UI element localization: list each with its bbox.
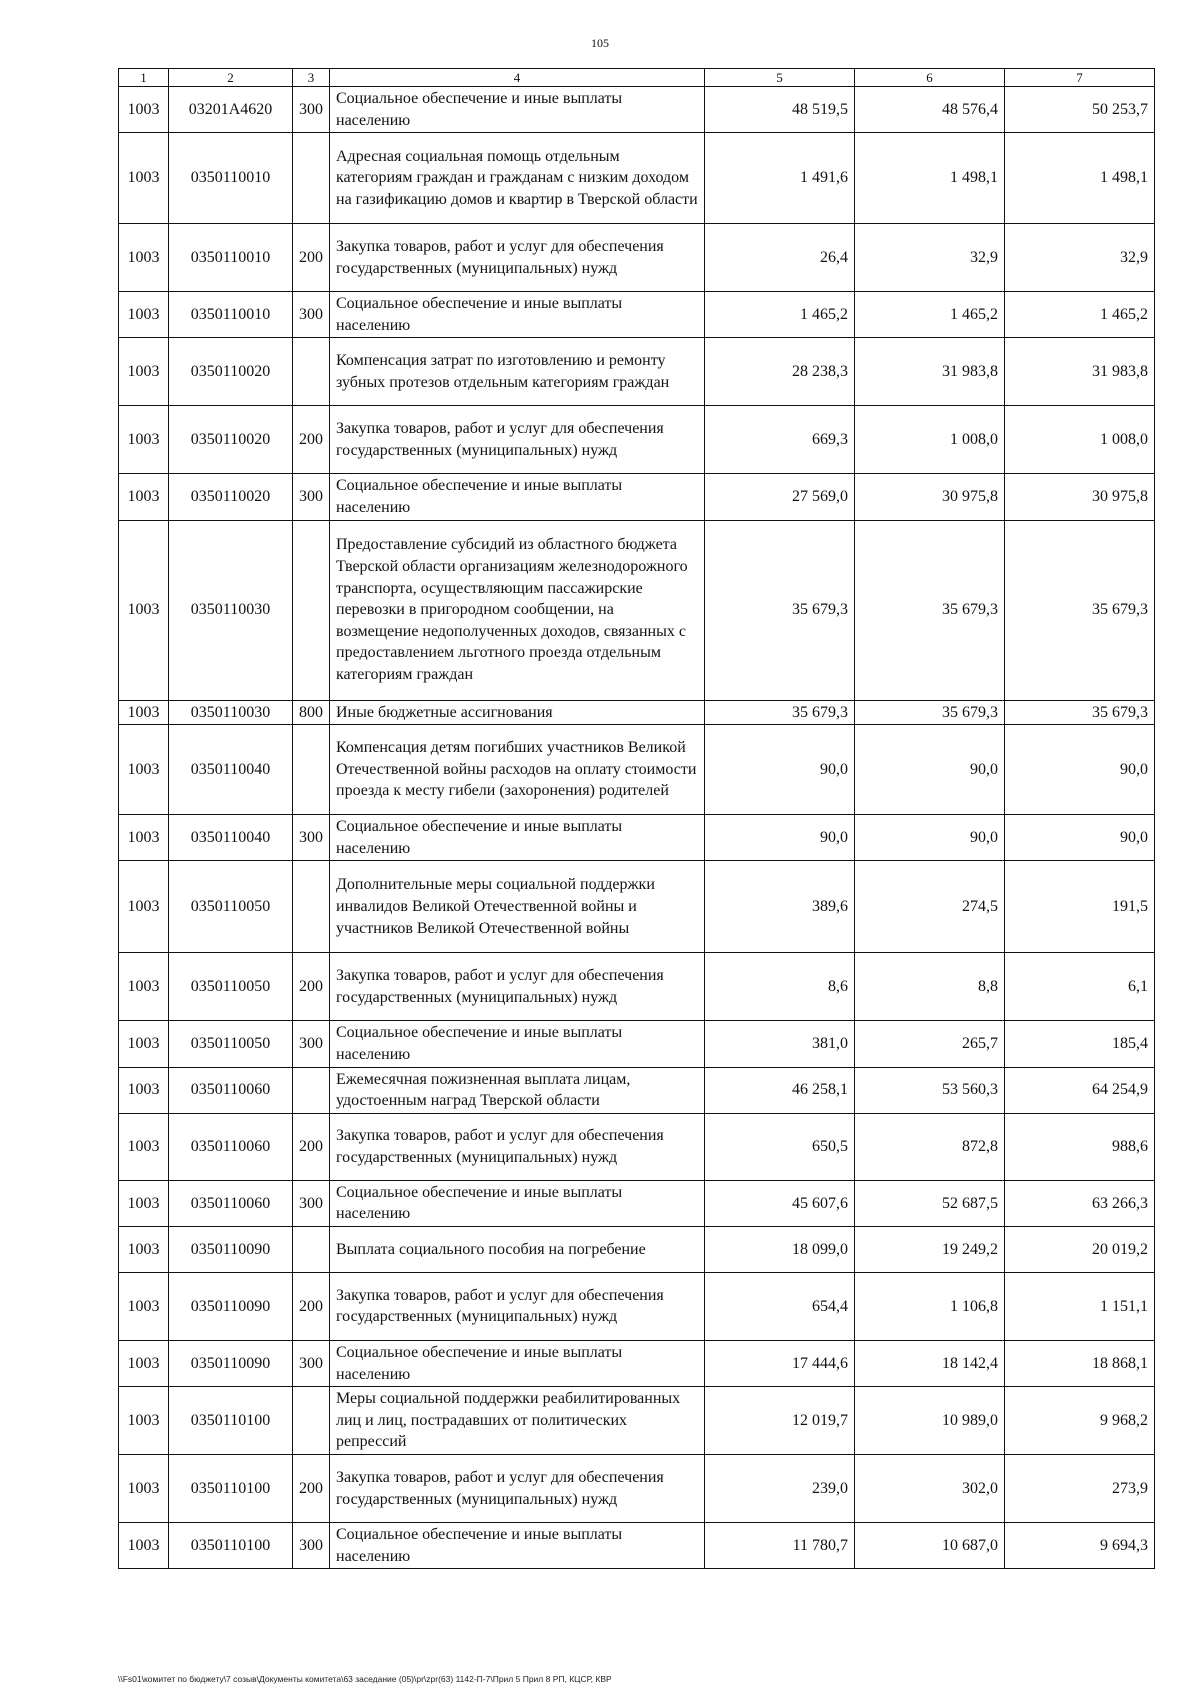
- section-code-cell: 1003: [119, 861, 169, 953]
- amount-col5-cell: 27 569,0: [705, 474, 855, 520]
- amount-col7-cell: 1 498,1: [1005, 133, 1155, 224]
- expense-type-cell: 200: [293, 406, 330, 474]
- expense-type-cell: [293, 1226, 330, 1272]
- footer-file-path: \\Fs01\комитет по бюджету\7 созыв\Документы комитета\63 заседание (05)\pr\zpr(63) 1142-П-7\Прил 5 Прил 8 РП, КЦСР, КВР: [118, 1674, 612, 1684]
- header-col-4: 4: [330, 69, 705, 87]
- amount-col5-cell: 389,6: [705, 861, 855, 953]
- amount-col7-cell: 18 868,1: [1005, 1340, 1155, 1386]
- table-body: [119, 87, 1155, 1569]
- table-row: [119, 224, 1155, 292]
- amount-col7-cell: 63 266,3: [1005, 1180, 1155, 1226]
- table-row: [119, 406, 1155, 474]
- amount-col7-cell: 273,9: [1005, 1455, 1155, 1523]
- target-article-cell: 0350110060: [169, 1180, 293, 1226]
- amount-col6-cell: 10 687,0: [855, 1523, 1005, 1569]
- target-article-cell: 0350110050: [169, 861, 293, 953]
- expense-type-cell: 200: [293, 1113, 330, 1180]
- amount-col7-cell: 1 465,2: [1005, 292, 1155, 338]
- amount-col5-cell: 17 444,6: [705, 1340, 855, 1386]
- target-article-cell: 0350110090: [169, 1272, 293, 1340]
- amount-col5-cell: 381,0: [705, 1021, 855, 1067]
- item-name-cell: Иные бюджетные ассигнования: [330, 700, 705, 725]
- expense-type-cell: 200: [293, 1455, 330, 1523]
- table-row: [119, 700, 1155, 725]
- amount-col7-cell: 35 679,3: [1005, 700, 1155, 725]
- amount-col6-cell: 1 008,0: [855, 406, 1005, 474]
- item-name-cell: Социальное обеспечение и иные выплаты населению: [330, 1340, 705, 1386]
- amount-col5-cell: 28 238,3: [705, 338, 855, 406]
- amount-col5-cell: 239,0: [705, 1455, 855, 1523]
- table-row: [119, 1272, 1155, 1340]
- amount-col7-cell: 20 019,2: [1005, 1226, 1155, 1272]
- page-number: 105: [591, 36, 609, 50]
- amount-col5-cell: 90,0: [705, 725, 855, 815]
- section-code-cell: 1003: [119, 133, 169, 224]
- amount-col6-cell: 35 679,3: [855, 700, 1005, 725]
- header-col-6: 6: [855, 69, 1005, 87]
- item-name-cell: Закупка товаров, работ и услуг для обеспечения государственных (муниципальных) нужд: [330, 224, 705, 292]
- target-article-cell: 0350110020: [169, 338, 293, 406]
- amount-col6-cell: 1 106,8: [855, 1272, 1005, 1340]
- section-code-cell: 1003: [119, 953, 169, 1021]
- item-name-cell: Социальное обеспечение и иные выплаты населению: [330, 292, 705, 338]
- amount-col6-cell: 8,8: [855, 953, 1005, 1021]
- target-article-cell: 0350110100: [169, 1387, 293, 1455]
- header-row: [119, 69, 1155, 87]
- amount-col7-cell: 90,0: [1005, 725, 1155, 815]
- amount-col5-cell: 45 607,6: [705, 1180, 855, 1226]
- target-article-cell: 0350110050: [169, 953, 293, 1021]
- amount-col6-cell: 265,7: [855, 1021, 1005, 1067]
- table-row: [119, 953, 1155, 1021]
- target-article-cell: 0350110090: [169, 1226, 293, 1272]
- section-code-cell: 1003: [119, 224, 169, 292]
- target-article-cell: 03201A4620: [169, 87, 293, 133]
- section-code-cell: 1003: [119, 1387, 169, 1455]
- expense-type-cell: 300: [293, 1523, 330, 1569]
- amount-col7-cell: 35 679,3: [1005, 520, 1155, 700]
- amount-col7-cell: 1 151,1: [1005, 1272, 1155, 1340]
- amount-col5-cell: 654,4: [705, 1272, 855, 1340]
- expense-type-cell: [293, 1067, 330, 1113]
- target-article-cell: 0350110100: [169, 1523, 293, 1569]
- expense-type-cell: [293, 133, 330, 224]
- expense-type-cell: 200: [293, 224, 330, 292]
- table-row: [119, 133, 1155, 224]
- item-name-cell: Закупка товаров, работ и услуг для обеспечения государственных (муниципальных) нужд: [330, 953, 705, 1021]
- amount-col6-cell: 19 249,2: [855, 1226, 1005, 1272]
- section-code-cell: 1003: [119, 1067, 169, 1113]
- item-name-cell: Ежемесячная пожизненная выплата лицам, удостоенным наград Тверской области: [330, 1067, 705, 1113]
- item-name-cell: Социальное обеспечение и иные выплаты населению: [330, 1523, 705, 1569]
- section-code-cell: 1003: [119, 1113, 169, 1180]
- target-article-cell: 0350110020: [169, 474, 293, 520]
- expense-type-cell: 300: [293, 87, 330, 133]
- amount-col5-cell: 35 679,3: [705, 700, 855, 725]
- section-code-cell: 1003: [119, 1180, 169, 1226]
- amount-col7-cell: 988,6: [1005, 1113, 1155, 1180]
- amount-col5-cell: 48 519,5: [705, 87, 855, 133]
- item-name-cell: Выплата социального пособия на погребение: [330, 1226, 705, 1272]
- amount-col6-cell: 30 975,8: [855, 474, 1005, 520]
- section-code-cell: 1003: [119, 474, 169, 520]
- table-row: [119, 1021, 1155, 1067]
- target-article-cell: 0350110050: [169, 1021, 293, 1067]
- expense-type-cell: [293, 520, 330, 700]
- amount-col6-cell: 872,8: [855, 1113, 1005, 1180]
- expense-type-cell: 200: [293, 1272, 330, 1340]
- expense-type-cell: 300: [293, 815, 330, 861]
- amount-col6-cell: 52 687,5: [855, 1180, 1005, 1226]
- section-code-cell: 1003: [119, 1340, 169, 1386]
- amount-col7-cell: 31 983,8: [1005, 338, 1155, 406]
- amount-col7-cell: 32,9: [1005, 224, 1155, 292]
- amount-col6-cell: 90,0: [855, 815, 1005, 861]
- amount-col5-cell: 669,3: [705, 406, 855, 474]
- item-name-cell: Закупка товаров, работ и услуг для обеспечения государственных (муниципальных) нужд: [330, 1113, 705, 1180]
- header-col-1: 1: [119, 69, 169, 87]
- amount-col5-cell: 8,6: [705, 953, 855, 1021]
- amount-col7-cell: 191,5: [1005, 861, 1155, 953]
- item-name-cell: Социальное обеспечение и иные выплаты населению: [330, 1180, 705, 1226]
- amount-col6-cell: 18 142,4: [855, 1340, 1005, 1386]
- table-row: [119, 1067, 1155, 1113]
- item-name-cell: Компенсация детям погибших участников Великой Отечественной войны расходов на оплату стоимости проезда к месту гибели (захоронения) родителей: [330, 725, 705, 815]
- expense-type-cell: [293, 338, 330, 406]
- table-row: [119, 1455, 1155, 1523]
- target-article-cell: 0350110010: [169, 133, 293, 224]
- amount-col7-cell: 185,4: [1005, 1021, 1155, 1067]
- item-name-cell: Социальное обеспечение и иные выплаты населению: [330, 474, 705, 520]
- amount-col6-cell: 53 560,3: [855, 1067, 1005, 1113]
- item-name-cell: Закупка товаров, работ и услуг для обеспечения государственных (муниципальных) нужд: [330, 1455, 705, 1523]
- expense-type-cell: 300: [293, 474, 330, 520]
- amount-col5-cell: 1 491,6: [705, 133, 855, 224]
- table-row: [119, 292, 1155, 338]
- table-row: [119, 520, 1155, 700]
- header-col-2: 2: [169, 69, 293, 87]
- amount-col7-cell: 30 975,8: [1005, 474, 1155, 520]
- amount-col5-cell: 46 258,1: [705, 1067, 855, 1113]
- expense-type-cell: 200: [293, 953, 330, 1021]
- item-name-cell: Компенсация затрат по изготовлению и ремонту зубных протезов отдельным категориям граждан: [330, 338, 705, 406]
- section-code-cell: 1003: [119, 1272, 169, 1340]
- section-code-cell: 1003: [119, 338, 169, 406]
- expense-type-cell: 300: [293, 1340, 330, 1386]
- amount-col6-cell: 31 983,8: [855, 338, 1005, 406]
- amount-col6-cell: 90,0: [855, 725, 1005, 815]
- section-code-cell: 1003: [119, 406, 169, 474]
- table-row: [119, 87, 1155, 133]
- section-code-cell: 1003: [119, 1021, 169, 1067]
- header-col-3: 3: [293, 69, 330, 87]
- amount-col7-cell: 64 254,9: [1005, 1067, 1155, 1113]
- table-row: [119, 861, 1155, 953]
- header-col-7: 7: [1005, 69, 1155, 87]
- item-name-cell: Меры социальной поддержки реабилитированных лиц и лиц, пострадавших от политических репрессий: [330, 1387, 705, 1455]
- item-name-cell: Дополнительные меры социальной поддержки инвалидов Великой Отечественной войны и участников Великой Отечественной войны: [330, 861, 705, 953]
- amount-col7-cell: 6,1: [1005, 953, 1155, 1021]
- item-name-cell: Предоставление субсидий из областного бюджета Тверской области организациям железнодорожного транспорта, осуществляющим пассажирские перевозки в пригородном сообщении, на возмещение недополученных доходов, связанных с предоставлением льготного проезда отдельным категориям граждан: [330, 520, 705, 700]
- amount-col6-cell: 302,0: [855, 1455, 1005, 1523]
- table-row: [119, 1340, 1155, 1386]
- expense-type-cell: [293, 725, 330, 815]
- table-row: [119, 1180, 1155, 1226]
- table-row: [119, 815, 1155, 861]
- section-code-cell: 1003: [119, 700, 169, 725]
- amount-col5-cell: 11 780,7: [705, 1523, 855, 1569]
- amount-col5-cell: 650,5: [705, 1113, 855, 1180]
- target-article-cell: 0350110060: [169, 1113, 293, 1180]
- item-name-cell: Адресная социальная помощь отдельным категориям граждан и гражданам с низким доходом на газификацию домов и квартир в Тверской области: [330, 133, 705, 224]
- section-code-cell: 1003: [119, 1523, 169, 1569]
- section-code-cell: 1003: [119, 1455, 169, 1523]
- expense-type-cell: 300: [293, 1180, 330, 1226]
- header-col-5: 5: [705, 69, 855, 87]
- amount-col6-cell: 1 498,1: [855, 133, 1005, 224]
- expense-type-cell: 300: [293, 1021, 330, 1067]
- item-name-cell: Закупка товаров, работ и услуг для обеспечения государственных (муниципальных) нужд: [330, 406, 705, 474]
- amount-col7-cell: 9 968,2: [1005, 1387, 1155, 1455]
- target-article-cell: 0350110040: [169, 725, 293, 815]
- amount-col5-cell: 12 019,7: [705, 1387, 855, 1455]
- expense-type-cell: 800: [293, 700, 330, 725]
- table-row: [119, 1523, 1155, 1569]
- section-code-cell: 1003: [119, 815, 169, 861]
- target-article-cell: 0350110040: [169, 815, 293, 861]
- target-article-cell: 0350110060: [169, 1067, 293, 1113]
- section-code-cell: 1003: [119, 1226, 169, 1272]
- item-name-cell: Социальное обеспечение и иные выплаты населению: [330, 1021, 705, 1067]
- amount-col6-cell: 1 465,2: [855, 292, 1005, 338]
- target-article-cell: 0350110010: [169, 292, 293, 338]
- target-article-cell: 0350110020: [169, 406, 293, 474]
- amount-col7-cell: 1 008,0: [1005, 406, 1155, 474]
- amount-col5-cell: 18 099,0: [705, 1226, 855, 1272]
- amount-col7-cell: 50 253,7: [1005, 87, 1155, 133]
- item-name-cell: Социальное обеспечение и иные выплаты населению: [330, 815, 705, 861]
- target-article-cell: 0350110030: [169, 520, 293, 700]
- amount-col6-cell: 10 989,0: [855, 1387, 1005, 1455]
- amount-col7-cell: 9 694,3: [1005, 1523, 1155, 1569]
- target-article-cell: 0350110030: [169, 700, 293, 725]
- item-name-cell: Закупка товаров, работ и услуг для обеспечения государственных (муниципальных) нужд: [330, 1272, 705, 1340]
- expense-type-cell: [293, 1387, 330, 1455]
- table-row: [119, 725, 1155, 815]
- target-article-cell: 0350110010: [169, 224, 293, 292]
- section-code-cell: 1003: [119, 292, 169, 338]
- table-header: [119, 69, 1155, 87]
- amount-col6-cell: 274,5: [855, 861, 1005, 953]
- item-name-cell: Социальное обеспечение и иные выплаты населению: [330, 87, 705, 133]
- table-row: [119, 1113, 1155, 1180]
- amount-col5-cell: 26,4: [705, 224, 855, 292]
- table-row: [119, 1226, 1155, 1272]
- table-row: [119, 338, 1155, 406]
- budget-table: [118, 68, 1155, 1569]
- expense-type-cell: 300: [293, 292, 330, 338]
- target-article-cell: 0350110090: [169, 1340, 293, 1386]
- table-row: [119, 1387, 1155, 1455]
- table-row: [119, 474, 1155, 520]
- section-code-cell: 1003: [119, 520, 169, 700]
- amount-col6-cell: 32,9: [855, 224, 1005, 292]
- expense-type-cell: [293, 861, 330, 953]
- section-code-cell: 1003: [119, 725, 169, 815]
- section-code-cell: 1003: [119, 87, 169, 133]
- amount-col6-cell: 35 679,3: [855, 520, 1005, 700]
- amount-col7-cell: 90,0: [1005, 815, 1155, 861]
- amount-col5-cell: 90,0: [705, 815, 855, 861]
- target-article-cell: 0350110100: [169, 1455, 293, 1523]
- amount-col5-cell: 35 679,3: [705, 520, 855, 700]
- amount-col5-cell: 1 465,2: [705, 292, 855, 338]
- amount-col6-cell: 48 576,4: [855, 87, 1005, 133]
